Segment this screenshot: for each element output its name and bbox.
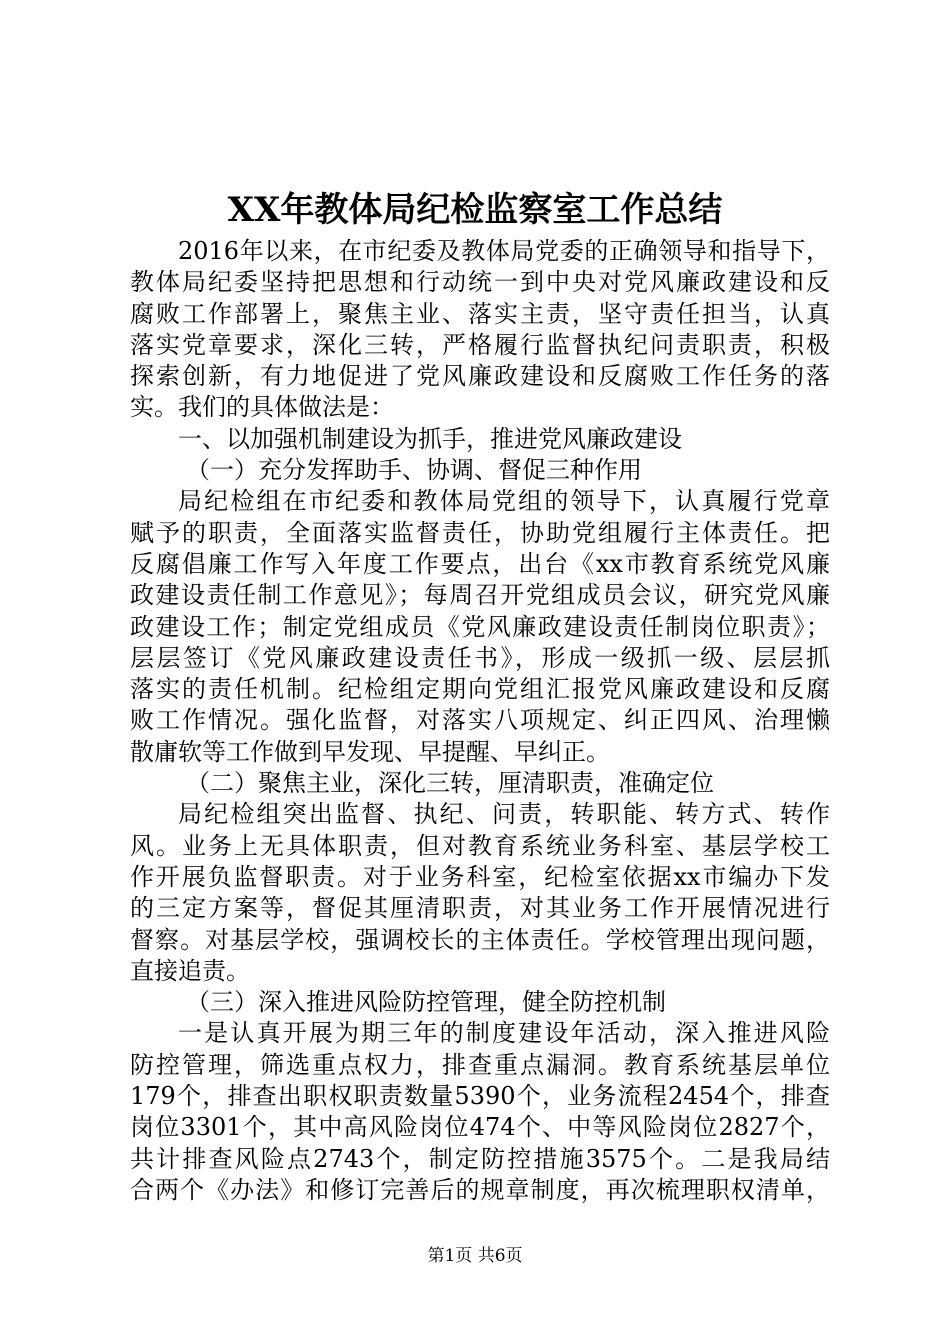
paragraph-line: 合两个《办法》和修订完善后的规章制度，再次梳理职权清单， <box>130 1175 830 1204</box>
section-heading: 一、以加强机制建设为抓手，推进党风廉政建设 <box>178 424 682 453</box>
subsection-heading: （三）深入推进风险防控管理，健全防控机制 <box>186 988 666 1017</box>
paragraph-line: 179个，排查出职权职责数量5390个，业务流程2454个，排查 <box>130 1082 830 1111</box>
paragraph-line: 直接追责。 <box>130 956 250 985</box>
paragraph-line: 败工作情况。强化监督，对落实八项规定、纠正四风、治理懒 <box>130 706 830 735</box>
paragraph-line: 一是认真开展为期三年的制度建设年活动，深入推进风险 <box>178 1019 830 1048</box>
paragraph-line: 落实的责任机制。纪检组定期向党组汇报党风廉政建设和反腐 <box>130 675 830 704</box>
paragraph-line: 腐败工作部署上，聚焦主业、落实主责，坚守责任担当，认真 <box>130 299 830 328</box>
paragraph-line: 教体局纪委坚持把思想和行动统一到中央对党风廉政建设和反 <box>130 268 830 297</box>
paragraph-line: 落实党章要求，深化三转，严格履行监督执纪问责职责，积极 <box>130 330 830 359</box>
paragraph-line: 赋予的职责，全面落实监督责任，协助党组履行主体责任。把 <box>130 518 830 547</box>
paragraph-line: 局纪检组突出监督、执纪、问责，转职能、转方式、转作 <box>178 800 830 829</box>
subsection-heading: （一）充分发挥助手、协调、督促三种作用 <box>186 456 642 485</box>
paragraph-line: 散庸软等工作做到早发现、早提醒、早纠正。 <box>130 737 610 766</box>
paragraph-line: 的三定方案等，督促其厘清职责，对其业务工作开展情况进行 <box>130 894 830 923</box>
document-body <box>130 236 830 1206</box>
paragraph-line: 防控管理，筛选重点权力，排查重点漏洞。教育系统基层单位 <box>130 1050 830 1079</box>
paragraph-line: 共计排查风险点2743个，制定防控措施3575个。二是我局结 <box>130 1144 830 1173</box>
paragraph-line: 反腐倡廉工作写入年度工作要点，出台《xx市教育系统党风廉 <box>130 549 830 578</box>
paragraph-line: 局纪检组在市纪委和教体局党组的领导下，认真履行党章 <box>178 487 830 516</box>
paragraph-line: 岗位3301个，其中高风险岗位474个、中等风险岗位2827个， <box>130 1113 830 1142</box>
paragraph-line: 2016年以来，在市纪委及教体局党委的正确领导和指导下， <box>178 237 830 265</box>
paragraph-line: 层层签订《党风廉政建设责任书》，形成一级抓一级、层层抓 <box>130 643 830 672</box>
paragraph-line: 政建设工作；制定党组成员《党风廉政建设责任制岗位职责》； <box>130 612 830 641</box>
paragraph-line: 作开展负监督职责。对于业务科室，纪检室依据xx市编办下发 <box>130 862 830 891</box>
paragraph-line: 风。业务上无具体职责，但对教育系统业务科室、基层学校工 <box>130 831 830 860</box>
page-footer: 第1页 共6页 <box>427 1246 523 1266</box>
subsection-heading: （二）聚焦主业，深化三转，厘清职责，准确定位 <box>186 769 714 798</box>
paragraph-line: 探索创新，有力地促进了党风廉政建设和反腐败工作任务的落 <box>130 362 830 391</box>
paragraph-line: 督察。对基层学校，强调校长的主体责任。学校管理出现问题， <box>130 925 830 954</box>
document-title: XX年教体局纪检监察室工作总结 <box>227 190 723 230</box>
paragraph-line: 实。我们的具体做法是： <box>130 393 394 422</box>
paragraph-line: 政建设责任制工作意见》；每周召开党组成员会议，研究党风廉 <box>130 581 830 610</box>
